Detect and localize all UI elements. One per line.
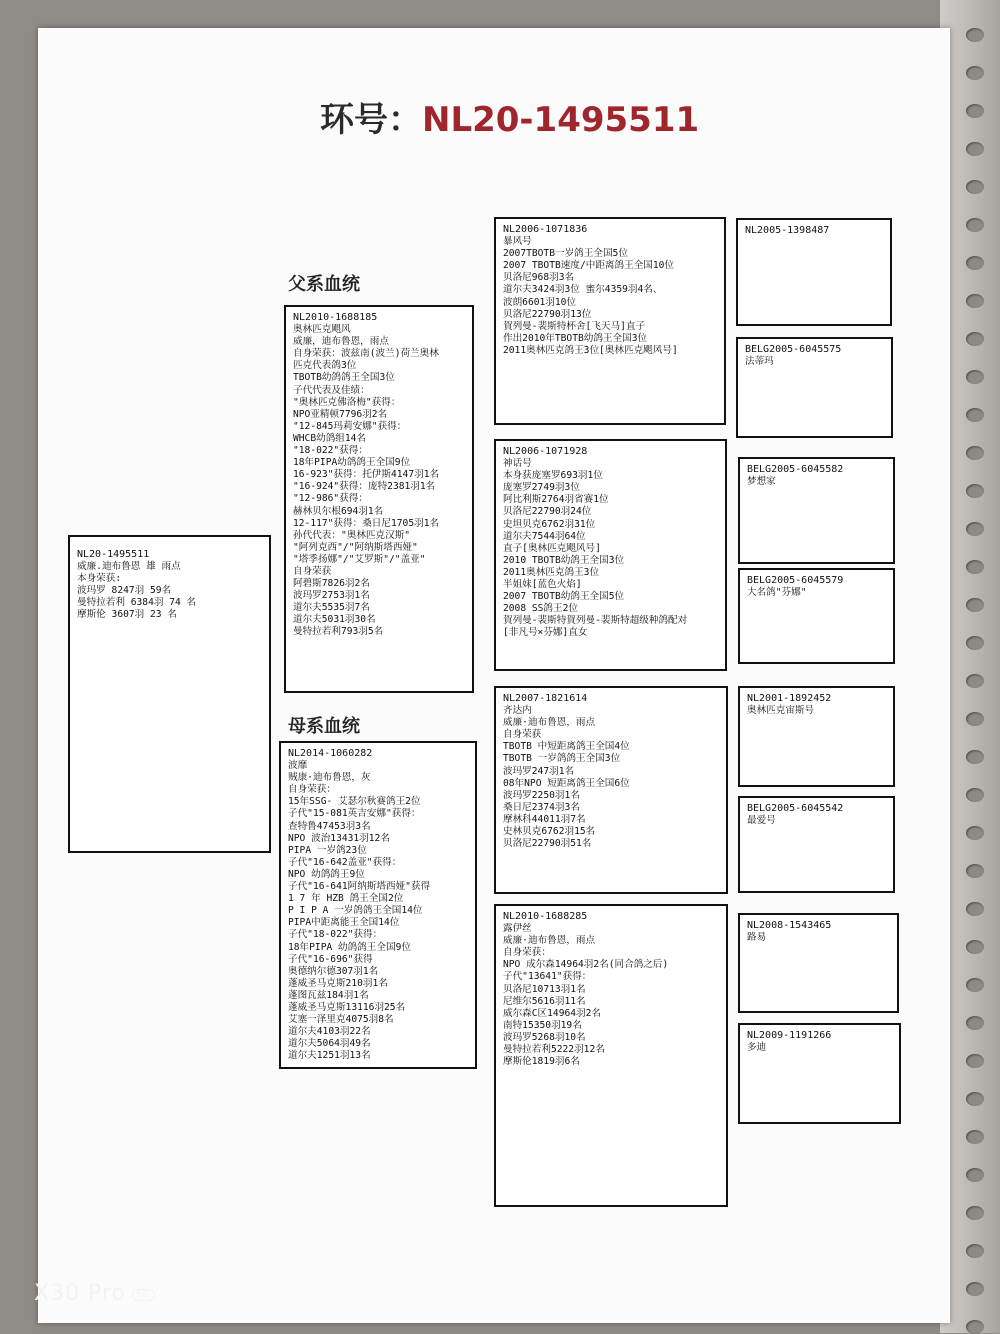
pedigree-line: 威廉.迪布鲁恩 雄 雨点 [77,561,181,573]
binder-hole [966,256,984,270]
pedigree-line: "阿列克西"/"阿纳斯塔西娅" [293,541,418,553]
great-grandparent-card [738,796,895,893]
pedigree-line: 子代"18-022"获得： [288,929,383,941]
binder-hole [966,674,984,688]
pedigree-line: 摩林科44011羽7名 [503,813,586,825]
pedigree-line: 子代"16-641阿纳斯塔西娅"获得 [288,881,431,893]
sire-dam-card [494,439,727,671]
binder-hole [966,180,984,194]
binder-hole [966,408,984,422]
great-grandparent-card [738,568,895,664]
pedigree-line: 梦想家 [747,476,776,488]
pedigree-line: 直子[奥林匹克飓风号] [503,542,601,554]
ring-id: NL20-1495511 [77,549,150,560]
ring-id: NL2010-1688185 [293,312,378,323]
sire-card [284,305,474,693]
pedigree-line: 自身荣获 [293,565,332,577]
pedigree-line: "12-845玛莉安娜"获得： [293,420,407,432]
pedigree-line: 道尔夫5031羽30名 [293,614,376,626]
ring-id: NL2006-1071928 [503,446,588,457]
pedigree-line: 奥林匹克宙斯号 [747,705,815,717]
ring-id: NL2009-1191266 [747,1030,832,1041]
pedigree-line: 子代代表及佳绩： [293,384,370,396]
dam-dam-card [494,904,728,1207]
binder-hole [966,1244,984,1258]
binder-hole [966,1206,984,1220]
pedigree-line: 波朗6601羽10位 [503,296,577,308]
pedigree-line: 08年NPO 短距离鸽王全国6位 [503,777,630,789]
binder-hole [966,1130,984,1144]
pedigree-line: 贝洛尼10713羽1名 [503,983,586,995]
pedigree-line: 曼特拉若利 6384羽 74 名 [77,597,197,609]
binder-hole [966,1016,984,1030]
pedigree-line: 大名鸽"芬娜" [747,587,807,599]
great-grandparent-card [736,218,892,326]
binder-hole [966,826,984,840]
pedigree-line: 曼特拉若利793羽5名 [293,626,384,638]
binder-hole [966,750,984,764]
pedigree-line: 奥德纳尔德307羽1名 [288,965,379,977]
pedigree-line: P I P A 一岁鸽鸽王全国14位 [288,905,423,917]
pedigree-line: 道尔夫1251羽13名 [288,1050,371,1062]
pedigree-line: PIPA 一岁鸽23位 [288,844,367,856]
pedigree-line: 15年SSG- 艾瑟尔秋赛鸽王2位 [288,796,421,808]
pedigree-line: 贼康·迪布鲁恩，灰 [288,772,371,784]
pedigree-line: 南特15350羽19名 [503,1019,582,1031]
pedigree-line: TBOTB幼鸽鸽王全国3位 [293,372,395,384]
pedigree-line: NPO亚精顿7796羽2名 [293,408,388,420]
pedigree-line: "18-022"获得： [293,445,368,457]
pedigree-line: 2008 SS鸽王2位 [503,603,578,615]
binder-hole [966,446,984,460]
pedigree-line: 贝洛尼22790羽24位 [503,506,592,518]
pedigree-line: 贝洛尼22790羽13位 [503,308,592,320]
binder-hole [966,1092,984,1106]
pedigree-line: 本身获庞塞罗693羽1位 [503,470,603,482]
pedigree-line: 贝洛尼968羽3名 [503,272,575,284]
pedigree-line: 阿碧斯7826羽2名 [293,578,370,590]
pedigree-line: 庞塞罗2749羽3位 [503,482,580,494]
pedigree-line: 18年PIPA 幼鸽鸽王全国9位 [288,941,411,953]
binder-hole [966,598,984,612]
pedigree-line: 蓬威圣马克斯13116羽25名 [288,1001,406,1013]
pedigree-line: 作出2010年TBOTB幼鸽王全国3位 [503,332,648,344]
pedigree-line: 露伊丝 [503,923,532,935]
binder-hole [966,1054,984,1068]
pedigree-line: "12-986"获得： [293,493,368,505]
binder-hole [966,712,984,726]
pedigree-line: 1 7 年 HZB 鸽王全国2位 [288,893,404,905]
dam-sire-card [494,686,728,894]
great-grandparent-card [738,686,895,787]
pedigree-line: 自身荣获：波兹南(波兰)荷兰奥林 [293,348,439,360]
pedigree-line: 賀列曼-裴斯特賀列曼-裴斯特超级种鸽配对 [503,615,688,627]
pedigree-line: NPO 波治13431羽12名 [288,832,390,844]
pedigree-line: 半姐妹[蓝色火焰] [503,579,582,591]
pedigree-line: 12-117"获得：桑日尼1705羽1名 [293,517,440,529]
pedigree-line: 子代"13641"获得： [503,971,592,983]
ring-id: NL2001-1892452 [747,693,832,704]
pedigree-line: 2011奥林匹克鸽王3位 [503,566,600,578]
pedigree-line: PIPA中距离能王全国14位 [288,917,400,929]
ring-label: 环号： [320,100,422,140]
great-grandparent-card [738,457,895,564]
pedigree-line: 蓬图瓦兹184羽1名 [288,989,369,1001]
pedigree-line: 波玛罗2753羽1名 [293,590,370,602]
binder-hole [966,940,984,954]
pedigree-line: 路易 [747,932,767,944]
pedigree-line: 2011奥林匹克鸽王3位[奥林匹克飓风号] [503,344,678,356]
pedigree-line: 齐达内 [503,705,532,717]
binder-hole [966,1168,984,1182]
camera-watermark [34,1281,155,1306]
ring-id: NL2010-1688285 [503,911,588,922]
pedigree-line: 法蒂玛 [745,356,774,368]
pedigree-line: 曼特拉若利5222羽12名 [503,1044,605,1056]
pedigree-line: 自身荣获： [288,784,336,796]
pedigree-line: NPO 成尔森14964羽2名(同合鸽之后) [503,959,669,971]
pedigree-line: 桑日尼2374羽3名 [503,801,580,813]
pedigree-line: 2010 TBOTB幼鸽王全国3位 [503,554,625,566]
pedigree-line: "奥林匹克佛洛梅"获得： [293,396,401,408]
pedigree-line: 18年PIPA幼鸽鸽王全国9位 [293,457,411,469]
ring-id: NL2008-1543465 [747,920,832,931]
pedigree-line: 多迪 [747,1042,767,1054]
pedigree-line: 史林贝克6762羽15名 [503,826,596,838]
ring-number: NL20-1495511 [422,100,700,140]
pedigree-line: "塔季扬娜"/"艾罗斯"/"盖亚" [293,553,426,565]
binder-hole [966,142,984,156]
pedigree-line: 孙代代表："奥林匹克汉斯" [293,529,411,541]
pedigree-line: 賀列曼-裴斯特杯舍[飞天马]直子 [503,320,646,332]
pedigree-line: 威廉，迪布鲁恩，雨点 [293,336,389,348]
pedigree-line: WHCB幼鸽组14名 [293,432,367,444]
pedigree-line: 道尔夫7544羽64位 [503,530,586,542]
page-title [320,92,740,141]
pedigree-line: 蓬威圣马克斯210羽1名 [288,977,388,989]
sire-section-label: 父系血统 [288,274,360,295]
pedigree-line: 16-923"获得：托伊斯4147羽1名 [293,469,440,481]
great-grandparent-card [738,913,899,1013]
pedigree-line: 道尔夫3424羽3位 蜜尔4359羽4名、 [503,284,663,296]
pedigree-line: 波靡 [288,760,308,772]
binder-hole [966,1282,984,1296]
great-grandparent-card [736,337,893,438]
pedigree-line: 阿比利斯2764羽省赛1位 [503,494,609,506]
pedigree-line: 奥林匹克飓风 [293,324,351,336]
pedigree-line: 波玛罗5268羽10名 [503,1031,586,1043]
pedigree-line: 史坦贝克6762羽31位 [503,518,596,530]
dam-section-label: 母系血统 [288,716,360,737]
pedigree-line: 赫林贝尔根694羽1名 [293,505,384,517]
binder-hole [966,332,984,346]
pedigree-line: 威廉·迪布鲁恩，雨点 [503,717,596,729]
binder-hole [966,902,984,916]
ring-id: BELG2005-6045579 [747,575,844,586]
pedigree-line: 摩斯伦1819羽6名 [503,1056,580,1068]
pedigree-line: 神话号 [503,458,532,470]
pedigree-line: TBOTB 中短距离鸽王全国4位 [503,741,630,753]
binder-hole [966,522,984,536]
binder-hole [966,978,984,992]
pedigree-line: 2007TBOTB一岁鸽王全国5位 [503,248,628,260]
pedigree-line: 自身荣获 [503,729,542,741]
pedigree-line: 威尔森C区14964羽2名 [503,1007,601,1019]
pedigree-line: 贝洛尼22790羽51名 [503,838,592,850]
pedigree-line: 威廉·迪布鲁恩，雨点 [503,935,596,947]
pedigree-line: 2007 TBOTB幼鸽王全国5位 [503,591,625,603]
ring-id: NL2014-1060282 [288,748,373,759]
binder-hole [966,864,984,878]
binder-hole [966,104,984,118]
network-badge: 5G [132,1289,155,1301]
binder-hole [966,218,984,232]
pedigree-line: [非凡号×芬娜]直女 [503,627,588,639]
great-grandparent-card [738,1023,901,1124]
subject-pigeon-card [68,535,271,853]
pedigree-line: 暴风号 [503,236,532,248]
ring-id: NL2006-1071836 [503,224,588,235]
binder-hole [966,28,984,42]
binder-hole [966,294,984,308]
pedigree-line: 本身荣获: [77,573,122,585]
binder-hole [966,484,984,498]
pedigree-line: 波玛罗 8247羽 59名 [77,585,172,597]
pedigree-line: 查特鲁47453羽3名 [288,820,371,832]
pedigree-line: 摩斯伦 3607羽 23 名 [77,609,177,621]
pedigree-line: 子代"15-081英吉安娜"获得： [288,808,421,820]
camera-brand: X30 Pro [34,1281,126,1306]
binder-hole [966,66,984,80]
pedigree-line: 匹克代表鸽3位 [293,360,357,372]
pedigree-line: 自身荣获： [503,947,551,959]
binder-hole [966,370,984,384]
pedigree-line: 道尔夫5064羽49名 [288,1038,371,1050]
pedigree-line: 2007 TBOTB速度/中距离鸽王全国10位 [503,260,675,272]
pedigree-line: 道尔夫4103羽22名 [288,1026,371,1038]
binder-hole [966,560,984,574]
binder-hole [966,636,984,650]
ring-id: BELG2005-6045542 [747,803,844,814]
pedigree-line: NPO 幼鸽鸽王9位 [288,868,365,880]
pedigree-line: 尼维尔5616羽11名 [503,995,586,1007]
dam-card [279,741,477,1069]
pedigree-line: 子代"16-696"获得 [288,953,373,965]
pedigree-line: 最爱号 [747,815,776,827]
sire-sire-card [494,217,726,425]
pedigree-line: "16-924"获得：庞特2381羽1名 [293,481,436,493]
pedigree-line: 波玛罗247羽1名 [503,765,575,777]
ring-id: BELG2005-6045582 [747,464,844,475]
ring-id: NL2005-1398487 [745,225,830,236]
binder-hole [966,1320,984,1334]
pedigree-line: TBOTB 一岁鸽鸽王全国3位 [503,753,621,765]
pedigree-line: 子代"16-642盖亚"获得： [288,856,402,868]
ring-id: NL2007-1821614 [503,693,588,704]
pedigree-line: 波玛罗2250羽1名 [503,789,580,801]
pedigree-line: 艾塞一泽里克4075羽8名 [288,1014,394,1026]
ring-id: BELG2005-6045575 [745,344,842,355]
binder-hole [966,788,984,802]
pedigree-line: 道尔夫5535羽7名 [293,602,370,614]
